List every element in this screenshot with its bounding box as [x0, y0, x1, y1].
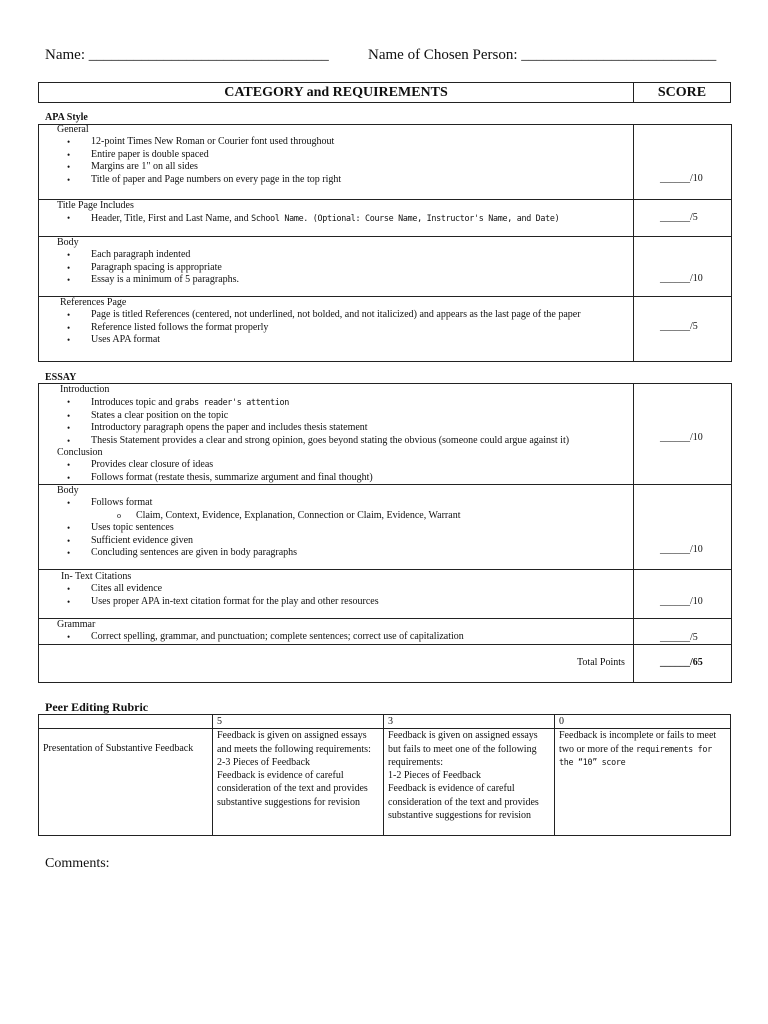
list-item: • Follows format (restate thesis, summarize argument and final thought) — [39, 472, 569, 485]
list-item: • Margins are 1" on all sides — [39, 161, 341, 174]
list-item: • Reference listed follows the format properly — [39, 322, 581, 335]
total-points-score: ______/65 — [660, 657, 703, 668]
list-item — [39, 212, 559, 226]
peer-cell-0-part: Feedback is incomplete or fails to meet two or more of the — [559, 730, 717, 755]
peer-cell-0 — [555, 729, 731, 836]
peer-rubric-title: Peer Editing Rubric — [45, 700, 149, 714]
apa-references-score: ______/5 — [660, 321, 698, 332]
apa-general-block — [39, 124, 341, 186]
essay-citations-score: ______/10 — [660, 596, 703, 607]
essay-grammar-block — [39, 619, 464, 644]
score-header: SCORE — [634, 83, 731, 103]
essay-intro-score: ______/10 — [660, 432, 703, 443]
essay-citations-label: In- Text Citations — [61, 571, 132, 582]
list-item: • Follows format — [39, 497, 460, 510]
list-item: • Paragraph spacing is appropriate — [39, 262, 239, 275]
intro-item-part: Introduces topic and — [91, 397, 176, 408]
list-item: • Uses APA format — [39, 334, 581, 347]
sub-list-item: o Claim, Context, Evidence, Explanation, Connection or Claim, Evidence, Warrant — [39, 510, 460, 523]
list-item: • Essay is a minimum of 5 paragraphs. — [39, 274, 239, 287]
title-page-item-part: Header, Title, First and Last Name, and — [91, 213, 252, 224]
essay-grammar-label: Grammar — [57, 619, 96, 630]
list-item: • Introductory paragraph opens the paper and includes thesis statement — [39, 422, 569, 435]
peer-row-label: Presentation of Substantive Feedback — [39, 729, 213, 836]
essay-conclusion-label: Conclusion — [57, 447, 103, 459]
apa-title-page-block — [39, 200, 559, 226]
apa-section-title: APA Style — [45, 112, 88, 123]
essay-intro-block — [39, 384, 569, 485]
list-item: • Each paragraph indented — [39, 249, 239, 262]
category-header: CATEGORY and REQUIREMENTS — [39, 83, 634, 103]
title-page-item-part: School Name. (Optional: Course Name, Instructor's Name, and Date) — [251, 213, 560, 223]
divider — [38, 569, 732, 570]
list-item: • Title of paper and Page numbers on every page in the top right — [39, 174, 341, 187]
name-field-label: Name: ________________________________ — [45, 47, 329, 63]
apa-body-score: ______/10 — [660, 273, 703, 284]
peer-rubric-table — [38, 714, 731, 836]
essay-section-title: ESSAY — [45, 372, 77, 383]
apa-references-label: References Page — [60, 297, 127, 308]
essay-body-block — [39, 485, 460, 560]
intro-item-part: grabs reader's attention — [175, 397, 289, 407]
peer-header-cell — [39, 715, 213, 729]
list-item: • States a clear position on the topic — [39, 410, 569, 423]
peer-header-cell: 0 — [555, 715, 731, 729]
comments-label: Comments: — [45, 856, 110, 871]
list-item: • Sufficient evidence given — [39, 535, 460, 548]
essay-body-score: ______/10 — [660, 544, 703, 555]
apa-general-score: ______/10 — [660, 173, 703, 184]
list-item: • Cites all evidence — [39, 583, 379, 596]
apa-body-block — [39, 237, 239, 287]
list-item: • Page is titled References (centered, not underlined, not bolded, and not italicized) and appears as the last page of the paper — [39, 309, 581, 322]
apa-body-label: Body — [57, 237, 79, 248]
chosen-person-field-label: Name of Chosen Person: __________________________ — [368, 47, 717, 63]
apa-score-divider — [633, 124, 634, 361]
apa-general-label: General — [57, 124, 89, 135]
rubric-header-table — [38, 82, 731, 103]
essay-grammar-score: ______/5 — [660, 632, 698, 643]
list-item: • Thesis Statement provides a clear and strong opinion, goes beyond stating the obvious (someone could argue against it) — [39, 435, 569, 448]
apa-title-page-score: ______/5 — [660, 212, 698, 223]
total-points-label: Total Points — [577, 657, 625, 668]
essay-citations-block — [39, 571, 379, 608]
list-item — [39, 396, 569, 410]
list-item: • Entire paper is double spaced — [39, 149, 341, 162]
essay-body-label: Body — [57, 485, 79, 496]
peer-header-cell: 3 — [384, 715, 555, 729]
divider — [38, 644, 732, 645]
list-item: • Concluding sentences are given in body paragraphs — [39, 547, 460, 560]
list-item: • Uses topic sentences — [39, 522, 460, 535]
list-item: • Provides clear closure of ideas — [39, 459, 569, 472]
peer-header-cell: 5 — [213, 715, 384, 729]
apa-title-page-label: Title Page Includes — [57, 200, 134, 211]
peer-cell-0-part: requirements for the “10” score — [559, 743, 712, 767]
essay-score-divider — [633, 383, 634, 682]
peer-cell-5: Feedback is given on assigned essays and meets the following requirements: 2-3 Pieces of Feedback Feedback is evidence of careful consideration of the text and provides substantive suggestions for revision — [213, 729, 384, 836]
apa-references-block — [39, 297, 581, 347]
list-item: • Uses proper APA in-text citation format for the play and other resources — [39, 596, 379, 609]
list-item: • 12-point Times New Roman or Courier font used throughout — [39, 136, 341, 149]
list-item: • Correct spelling, grammar, and punctuation; complete sentences; correct use of capitalization — [39, 631, 464, 644]
essay-intro-label: Introduction — [60, 384, 110, 395]
peer-cell-3: Feedback is given on assigned essays but fails to meet one of the following requirements: 1-2 Pieces of Feedback Feedback is evidence of careful consideration of the text and provides substantive suggestions for revision — [384, 729, 555, 836]
